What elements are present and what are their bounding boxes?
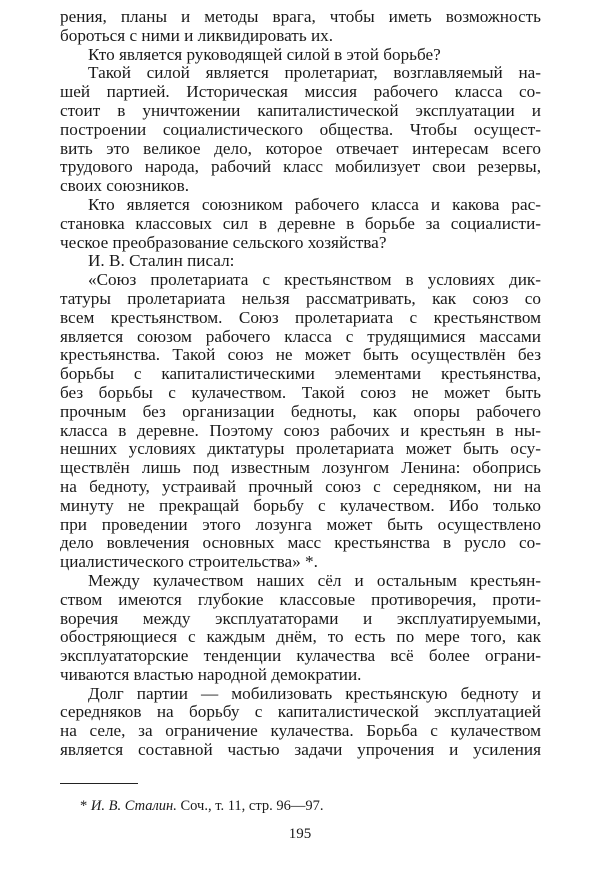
text-line: Между кулачеством наших сёл и остальным крестьян- <box>88 570 541 590</box>
body-text <box>60 8 541 760</box>
text-line: вить это великое дело, которое отвечает интересам всего <box>60 138 541 158</box>
text-line: становка классовых сил в деревне в борьбе за социалисти- <box>60 213 541 233</box>
text-line: прочным без организации бедноты, как опоры рабочего <box>60 401 541 421</box>
footnote-divider <box>60 783 138 784</box>
text-line: на бедноту, устраивай прочный союз с середняком, ни на <box>60 476 541 496</box>
footnote-marker: * <box>80 798 88 814</box>
text-line: построении социалистического общества. Чтобы осущест- <box>60 119 541 139</box>
text-line: своих союзников. <box>60 176 190 196</box>
text-line: минуту не прекращай борьбу с кулачеством. Ибо только <box>60 495 541 515</box>
text-line: шей партией. Историческая миссия рабочего класса со- <box>60 82 541 102</box>
text-line: на селе, за ограничение кулачества. Борьба с кулачеством <box>60 721 541 741</box>
text-line: «Союз пролетариата с крестьянством в условиях дик- <box>88 270 541 290</box>
text-line: середняков на борьбу с капиталистической эксплуатацией <box>60 702 541 722</box>
footnote-author: И. В. Сталин. <box>90 798 177 814</box>
text-line: ческое преобразование сельского хозяйства? <box>60 232 387 252</box>
text-line: всем крестьянством. Союз пролетариата с крестьянством <box>60 307 541 327</box>
text-line: эксплуататорские тенденции кулачества всё более ограни- <box>60 646 541 666</box>
text-line: воречия между эксплуататорами и эксплуатируемыми, <box>60 608 541 628</box>
text-line: стоит в уничтожении капиталистической эксплуатации и <box>60 100 541 120</box>
text-line: Долг партии — мобилизовать крестьянскую бедноту и <box>88 683 541 703</box>
text-line: ством имеются глубокие классовые противоречия, проти- <box>60 589 541 609</box>
paragraph <box>60 572 541 685</box>
text-line: при проведении этого лозунга может быть осуществлено <box>60 514 541 534</box>
text-line: татуры пролетариата нельзя рассматривать, как союз со <box>60 288 541 308</box>
page-number: 195 <box>288 826 312 842</box>
text-line: дело вовлечения основных масс крестьянства в русло со- <box>60 533 541 553</box>
paragraph <box>60 685 541 760</box>
paragraph <box>60 271 541 572</box>
text-line: класса в деревне. Поэтому союз рабочих и крестьян в ны- <box>60 420 541 440</box>
text-line: ществлён лишь под известным лозунгом Ленина: обопрись <box>60 458 541 478</box>
text-line: крестьянства. Такой союз не может быть осуществлён без <box>60 345 541 365</box>
text-line: бороться с ними и ликвидировать их. <box>60 25 334 45</box>
text-line: Кто является руководящей силой в этой борьбе? <box>88 44 441 64</box>
paragraph <box>60 196 541 252</box>
footnote <box>80 798 324 815</box>
text-line: является составной частью задачи упрочения и усиления <box>60 740 541 760</box>
text-line: обостряющиеся с каждым днём, то есть по мере того, как <box>60 627 541 647</box>
footnote-source: Соч., т. 11, стр. 96—97. <box>180 798 324 814</box>
text-line: без борьбы с кулачеством. Такой союз не может быть <box>60 382 541 402</box>
text-line: Такой силой является пролетариат, возглавляемый на- <box>88 63 541 83</box>
text-line: циалистического строительства» *. <box>60 552 318 572</box>
text-line: трудового народа, рабочий класс мобилизует свои резервы, <box>60 157 541 177</box>
text-line: является союзом рабочего класса с трудящимися массами <box>60 326 541 346</box>
paragraph <box>60 8 541 46</box>
text-line: И. В. Сталин писал: <box>88 251 235 271</box>
text-line: чиваются властью народной демократии. <box>60 664 362 684</box>
paragraph <box>60 252 541 271</box>
text-line: нешних условиях диктатуры пролетариата может быть осу- <box>60 439 541 459</box>
paragraph <box>60 46 541 65</box>
paragraph <box>60 64 541 196</box>
text-line: Кто является союзником рабочего класса и какова рас- <box>88 194 541 214</box>
text-line: борьбы с капиталистическими элементами крестьянства, <box>60 364 541 384</box>
text-line: рения, планы и методы врага, чтобы иметь возможность <box>60 7 541 26</box>
